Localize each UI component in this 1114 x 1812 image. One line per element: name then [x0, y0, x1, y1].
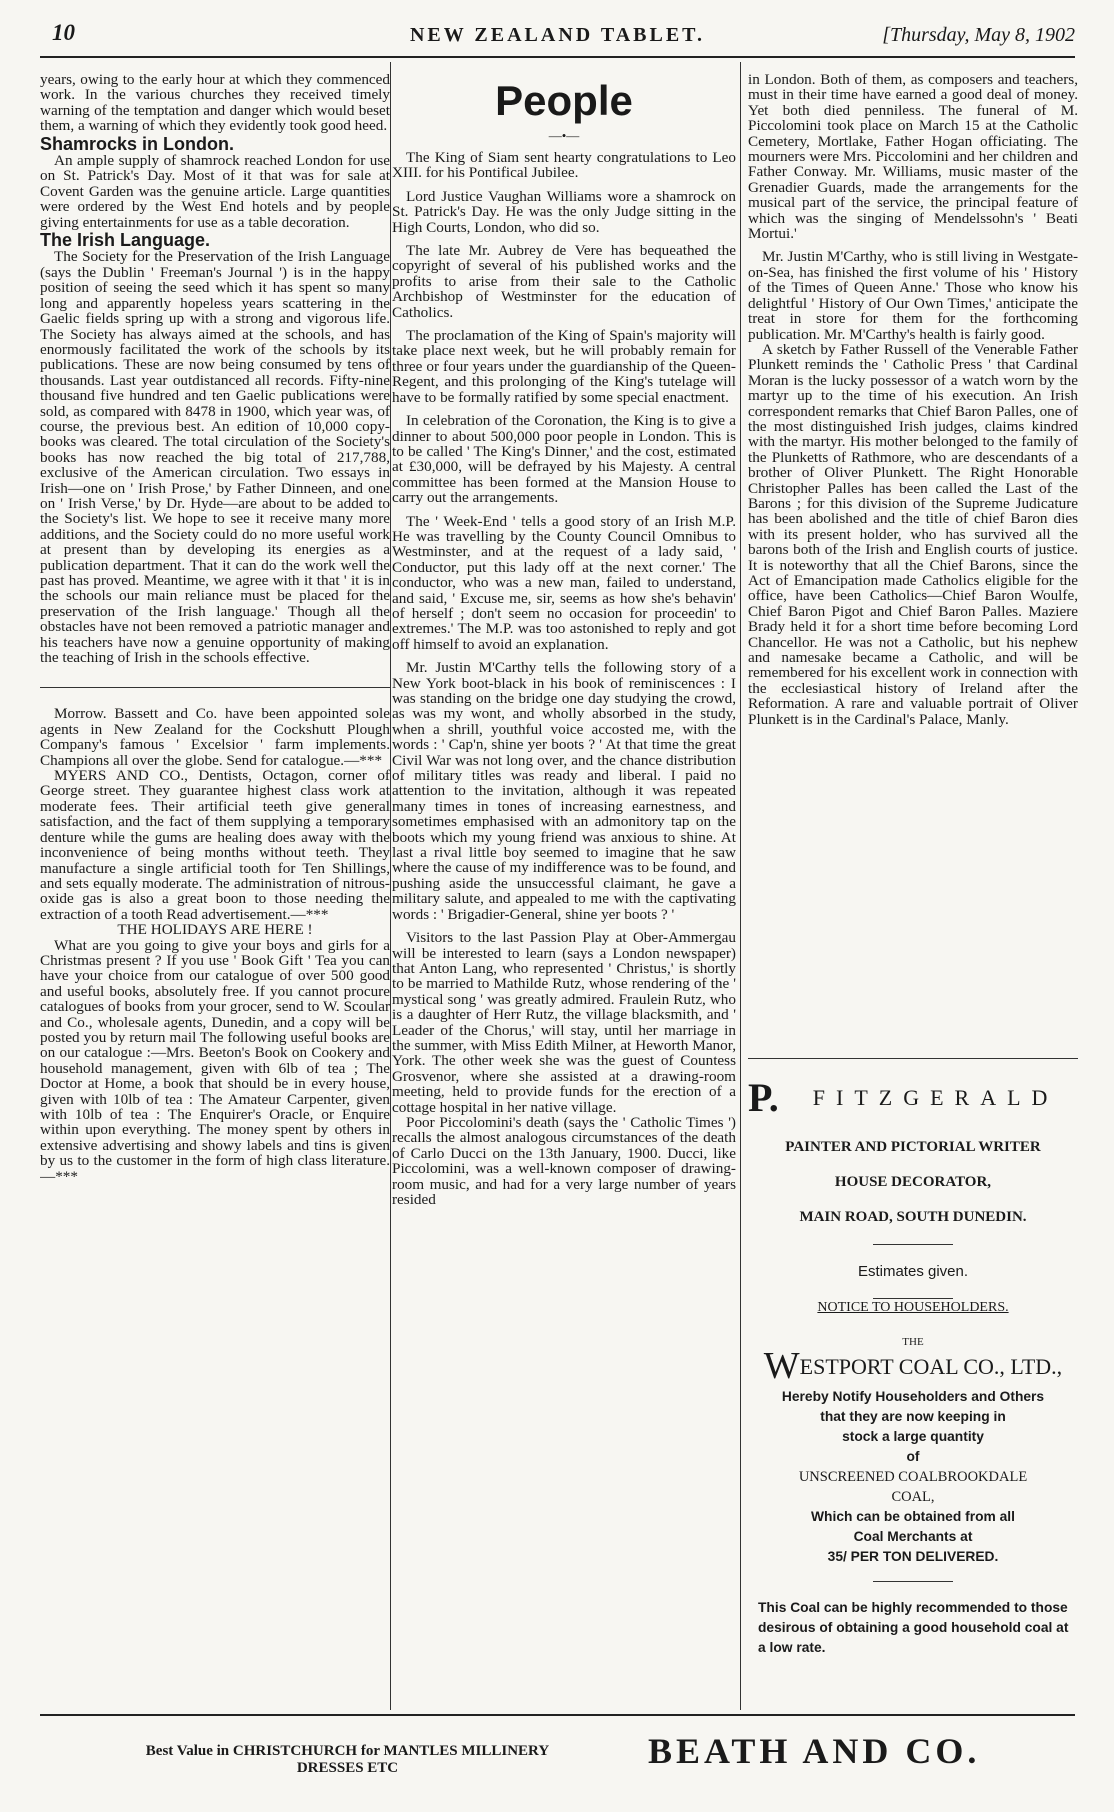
- holidays-title: THE HOLIDAYS ARE HERE !: [117, 921, 313, 939]
- estimates-given: Estimates given.: [857, 1263, 969, 1280]
- advertiser-initial: P.: [748, 1075, 779, 1120]
- people-continued-paragraph: A sketch by Father Russell of the Venerable Father Plunkett reminds the ' Catholic Press ' that Cardinal Moran is the lucky possessor of a watch worn by the martyr up to the time of his execution. An Irish correspondent remarks that Chief Baron Palles, one of the most distinguished Irish judges, claims kindred with the martyr. His mother belonged to the family of the Plunketts of Rathmore, who are descendants of a brother of Oliver Plunkett. The Right Honorable Christopher Palles has been called the Last of the Barons ; for this division of the Supreme Judicature has been abolished and the title of chief Baron dies with its present holder, who has survived all the barons both of the Irish and English courts of justice. It is noteworthy that all the Chief Barons, since the Act of Emancipation made Catholics eligible for the office, have been Catholics—Chief Baron Woulfe, Chief Baron Pigot and Chief Baron Palles. Maziere Brady held it for a short time before becoming Lord Chancellor. He was not a Catholic, but his nephew and namesake became a Catholic, and will be remembered for his excellent work in connection with the ecclesiastical history of Ireland after the Reformation. A rare and valuable portrait of Oliver Plunkett is in the Cardinal's Palace, Manly.: [748, 340, 1078, 728]
- shamrocks-text: An ample supply of shamrock reached London for use on St. Patrick's Day. Most of it that was for sale at Covent Garden was the genuine article. Large quantities were ordered by the West End hotels and by people giving entertainments for use as a table decoration.: [40, 152, 390, 231]
- footer-rule: [40, 1714, 1075, 1716]
- footer-advert-right: BEATH AND CO.: [648, 1731, 981, 1771]
- people-paragraph: Mr. Justin M'Carthy tells the following story of a New York boot-black in his book of reminiscences : I was standing on the bridge one day studying the crowd, as was my wont, and wholly absorbed in the study, when a shrill, youthful voice accosted me, with the words : ' Cap'n, shine yer boots ? ' At that time the great Civil War was not long over, and the chance distribution of military titles was ready and liberal. I paid no attention to the invitation, although it was repeated many times in tones of increasing earnestness, and sometimes emphasised with an admonitory tap on the boots which my young friend was anxious to shine. At last a rival little boy seemed to imagine that he saw where the cause of my indifference was to be found, and pushing aside the unsuccessful claimant, he gave a military salute, and appealed to me with the captivating words : ' Brigadier-General, shine yer boots ? ': [392, 659, 736, 923]
- column-left: [40, 72, 390, 1702]
- ad-line: COAL,: [891, 1489, 935, 1505]
- opening-paragraph: years, owing to the early hour at which they commenced work. In the various churches they received timely warning of the temptation and danger which would beset them, a warning of which they evidently took good heed.: [40, 72, 390, 135]
- notice-heading: NOTICE TO HOUSEHOLDERS.: [817, 1300, 1009, 1315]
- ad-closing: This Coal can be highly recommended to those desirous of obtaining a good household coal at a low rate.: [758, 1600, 1069, 1655]
- ad-line: Coal Merchants at: [853, 1529, 973, 1544]
- header-rule: [40, 56, 1075, 58]
- people-paragraph: The King of Siam sent hearty congratulations to Leo XIII. for his Pontifical Jubilee.: [392, 149, 736, 182]
- people-paragraph: The late Mr. Aubrey de Vere has bequeathed the copyright of several of his published works and the profits to arise from their sale to the Catholic Archbishop of Westminster for the education of Catholics.: [392, 242, 736, 321]
- column-middle: [392, 62, 736, 1708]
- section-rule: [40, 665, 390, 688]
- footer-line: Best Value in CHRISTCHURCH for MANTLES MILLINERY: [145, 1743, 550, 1759]
- people-paragraph: Lord Justice Vaughan Williams wore a shamrock on St. Patrick's Day. He was the only Judge sitting in the High Courts, London, who did so.: [392, 187, 736, 236]
- company-name: [748, 1345, 1078, 1387]
- ad-line: stock a large quantity: [842, 1429, 984, 1444]
- price-line: 35/ PER TON DELIVERED.: [827, 1549, 999, 1564]
- people-continued-paragraph: in London. Both of them, as composers and teachers, must in their time have earned a good deal of money. Yet both died penniless. The funeral of M. Piccolomini took place on March 15 at the Catholic Cemetery, Mortlake, Father Hogan officiating. The mourners were Mrs. Piccolomini and her children and Father Conway. Mr. Williams, music master of the Grenadier Guards, made the arrangements for the musical part of the service, the principal feature of which was the singing of Mendelssohn's ' Beati Mortui.': [748, 72, 1078, 243]
- ornament-divider: —•—: [548, 128, 580, 143]
- morrow-bassett-notice: Morrow. Bassett and Co. have been appointed sole agents in New Zealand for the Cockshutt Plough Company's famous ' Excelsior ' farm implements. Champions all over the globe. Send for catalogue.—***: [40, 705, 390, 769]
- fitzgerald-advertisement: [748, 1068, 1078, 1280]
- ad-the: THE: [902, 1336, 924, 1348]
- ad-line: Which can be obtained from all: [811, 1509, 1015, 1524]
- ad-line: PAINTER AND PICTORIAL WRITER: [785, 1139, 1041, 1155]
- footer-line: DRESSES ETC: [296, 1760, 399, 1776]
- ad-divider: [873, 1244, 953, 1245]
- publication-title: NEW ZEALAND TABLET.: [409, 24, 706, 46]
- ad-line: that they are now keeping in: [820, 1409, 1006, 1424]
- issue-date: [Thursday, May 8, 1902: [882, 24, 1075, 46]
- footer-advert-left: [85, 1743, 610, 1777]
- irish-language-heading: The Irish Language.: [40, 230, 211, 251]
- ad-divider: [873, 1581, 953, 1582]
- people-continued-paragraph: Mr. Justin M'Carthy, who is still living in Westgate-on-Sea, has finished the first volume of his ' History of the Times of Queen Anne.' Those who know his delightful ' History of Our Own Times,' anticipate the treat in store for them for the forthcoming publication. Mr. M'Carthy's health is fairly good.: [748, 248, 1078, 343]
- page-number: 10: [52, 20, 75, 45]
- column-divider-2: [740, 62, 741, 1710]
- people-paragraph: In celebration of the Coronation, the King is to give a dinner to about 500,000 poor people in London. This is to be called ' The King's Dinner,' and the cost, estimated at £30,000, will be defrayed by his Majesty. A central committee has been formed at the Mansion House to carry out the arrangements.: [392, 412, 736, 507]
- holidays-notice: What are you going to give your boys and girls for a Christmas present ? If you use ' Book Gift ' Tea you can have your choice from our catalogue of over 500 good and useful books, absolutely free. If you cannot procure catalogues of books from your grocer, send to W. Scoular and Co., wholesale agents, Dunedin, and a copy will be posted you by return mail The following useful books are on our catalogue :—Mrs. Beeton's Book on Cookery and household management, given with 6lb of tea ; The Doctor at Home, a book that should be in every house, given with 10lb of tea : The Amateur Carpenter, given with 10lb of tea : The Enquirer's Oracle, or Enquire within upon everything. The money spent by others in extensive advertising and showy labels and tins is given by us to the customer in the form of high class literature.—***: [40, 936, 390, 1185]
- ad-line: UNSCREENED COALBROOKDALE: [798, 1469, 1028, 1485]
- page-header: [40, 18, 1075, 54]
- myers-dentists-notice: MYERS AND CO., Dentists, Octagon, corner of George street. They guarantee highest class work at moderate fees. Their artificial teeth give general satisfaction, and the fact of them supplying a temporary denture while the gums are healing does away with the inconvenience of being months without teeth. They manufacture a single artificial tooth for Ten Shillings, and sets equally moderate. The administration of nitrous-oxide gas is also a great boon to those needing the extraction of a tooth Read advertisement.—***: [40, 767, 390, 923]
- column-divider-1: [390, 62, 391, 1710]
- shamrocks-heading: Shamrocks in London.: [40, 133, 235, 154]
- people-paragraph: The ' Week-End ' tells a good story of an Irish M.P. He was travelling by the County Council Omnibus to Westminster, and at the request of a lady said, ' Conductor, put this lady off at the next corner.' The conductor, who was a new man, failed to understand, and said, ' Excuse me, sir, seems as how she's behavin' of herself ; don't seem no occasion for proceedin' to extremes.' The M.P. was too astonished to reply and got off himself to avoid an explanation.: [392, 512, 736, 653]
- westport-coal-advertisement: [748, 1298, 1078, 1658]
- people-paragraph: Poor Piccolomini's death (says the ' Catholic Times ') recalls the almost analogous circumstances of the death of Carlo Ducci on the 13th January, 1900. Ducci, like Piccolomini, was a well-known composer of drawing-room music, and had for a very large number of years resided: [392, 1113, 736, 1208]
- people-paragraph: The proclamation of the King of Spain's majority will take place next week, but he will probably remain for three or four years under the guardianship of the Queen-Regent, and this prolonging of the King's tutelage will have to be formally ratified by some special enactment.: [392, 327, 736, 406]
- people-heading: People: [495, 77, 633, 124]
- ad-line: of: [906, 1449, 920, 1464]
- people-paragraph: Visitors to the last Passion Play at Ober-Ammergau will be interested to learn (says a London newspaper) that Anton Lang, who represented ' Christus,' is shortly to be married to Mathilde Rutz, whose rendering of the ' mystical song ' was greatly admired. Fraulein Rutz, who is a daughter of Herr Rutz, the village blacksmith, and ' Leader of the Chorus,' will stay, until her marriage in the summer, with Miss Edith Milner, at Heworth Manor, York. The other week she was the guest of Countess Grosvenor, where she assisted at a drawing-room meeting, held to provide funds for the erection of a cottage hospital in her native village.: [392, 929, 736, 1116]
- company-initial: W: [763, 1345, 800, 1387]
- ad-line: HOUSE DECORATOR,: [834, 1174, 992, 1190]
- company-name-rest: ESTPORT COAL CO., LTD.,: [799, 1354, 1063, 1379]
- irish-language-text: The Society for the Preservation of the Irish Language (says the Dublin ' Freeman's Journal ') is in the happy position of seeing the seed which it has spent so many long and apparently hopeless years scattering in the Gaelic fields spring up with a strong and vigorous life. The Society has always aimed at the schools, and has enormously facilitated the work of the schools by its publications. These are now being consumed by tens of thousands. Last year outdistanced all records. Fifty-nine thousand five hundred and ten Gaelic publications were sold, as compared with 8478 in 1900, which year was, of course, the previous best. An edition of 10,000 copy-books was cleared. The total circulation of the Society's books has now reached the big total of 217,788, exclusive of the American circulation. Two essays in Irish—one on ' Irish Prose,' by Father Dinneen, and one on ' Irish Verse,' by Dr. Hyde—are about to be added to the Society's list. We hope to see it receive many more additions, and the Society could do no more useful work at present than by developing its energies as a publication department. That it can do the work well the past has proved. Meantime, we agree with it that ' it is in the schools our main reliance must be placed for the preservation of the Irish language.' Though all the obstacles have not been removed a patriotic manager and his teachers have now a genuine opportunity of making the teaching of Irish in the schools effective.: [40, 248, 390, 667]
- advertiser-name: [748, 1074, 1078, 1121]
- advertiser-surname: FITZGERALD: [812, 1085, 1059, 1110]
- ad-line: Hereby Notify Householders and Others: [781, 1389, 1045, 1404]
- ad-line: MAIN ROAD, SOUTH DUNEDIN.: [799, 1209, 1027, 1225]
- ad-top-rule: [748, 1058, 1078, 1059]
- column-right: [748, 72, 1078, 1112]
